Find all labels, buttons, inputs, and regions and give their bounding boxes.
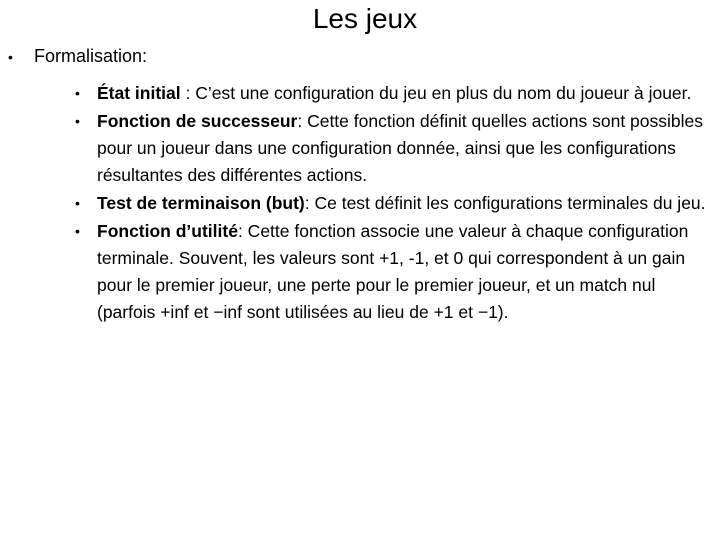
term-description: : Ce test définit les configurations terminales du jeu. (304, 193, 706, 213)
bullet-icon: • (75, 223, 80, 239)
bullet-icon: • (75, 113, 80, 129)
term-label: État initial (97, 83, 181, 103)
sub-bullet-list (75, 80, 715, 327)
term-description: : C’est une configuration du jeu en plus du nom du joueur à jouer. (180, 83, 692, 103)
main-bullet-point (8, 44, 147, 69)
list-item-successor-function (75, 108, 715, 189)
main-point-text: Formalisation: (34, 46, 148, 66)
term-description: : Cette fonction définit quelles actions sont possibles pour un joueur dans une configuration donnée, ainsi que les configurations résultantes des différentes actions. (97, 111, 703, 185)
list-item-initial-state (75, 80, 715, 107)
term-description: : Cette fonction associe une valeur à chaque configuration terminale. Souvent, les valeurs sont +1, -1, et 0 qui correspondent à un gain pour le premier joueur, une perte pour le premier joueur, et un match nul (parfois +inf et −inf sont utilisées au lieu de +1 et −1). (97, 221, 689, 322)
term-label: Fonction de successeur (97, 111, 298, 131)
list-item-termination-test (75, 190, 715, 217)
slide-title: Les jeux (312, 3, 418, 34)
bullet-icon: • (75, 195, 80, 211)
term-label: Test de terminaison (but) (97, 193, 305, 213)
bullet-icon: • (8, 49, 13, 65)
term-label: Fonction d’utilité (97, 221, 238, 241)
list-item-utility-function (75, 218, 715, 326)
bullet-icon: • (75, 85, 80, 101)
